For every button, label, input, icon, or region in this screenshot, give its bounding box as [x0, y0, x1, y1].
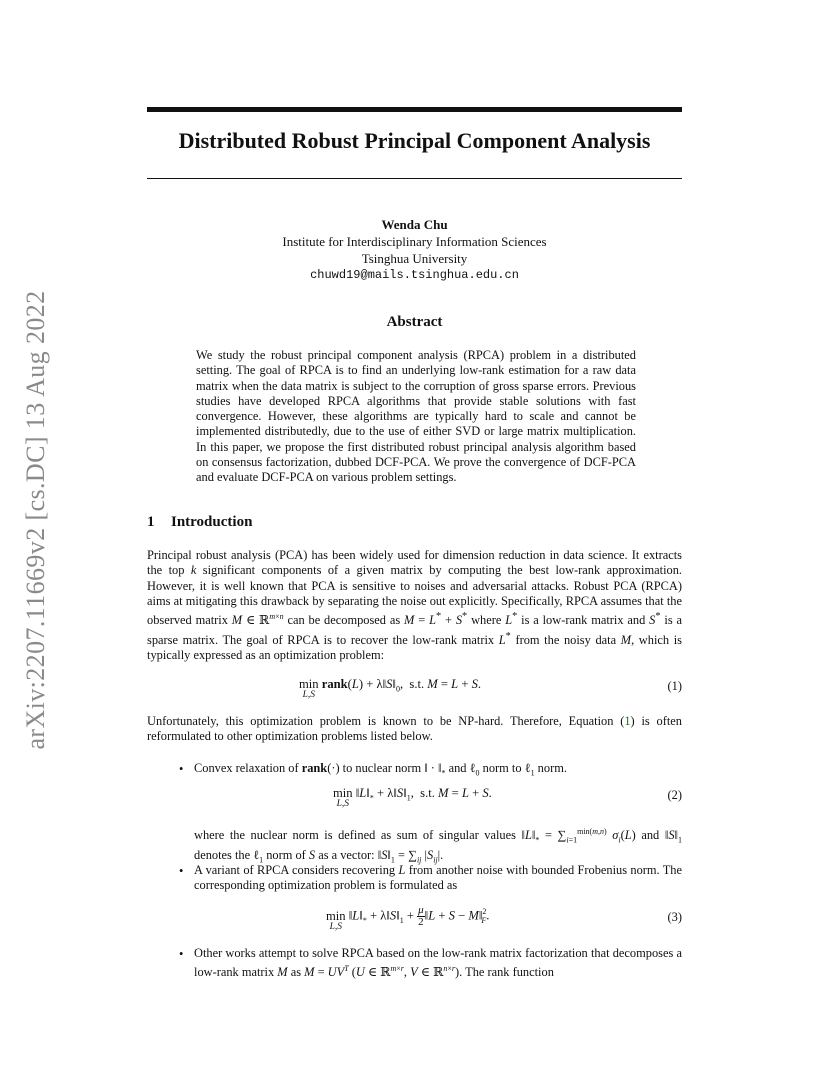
nuclear-norm-definition: where the nuclear norm is defined as sum of singular values $‖L‖_* = \sum_{i=1}^{min(m,n)}$ $\sigma_i(L)$ and $‖S‖_1$ denotes the ℓ$_1$ norm of S as a vector: $‖S‖_1 = \sum_{ij}$ $|S_{ij}|$.	[194, 827, 682, 865]
equation-2: min L,S $‖L‖_*$ + $\lambda‖S‖_1$, s.t. M = L + S.	[333, 786, 492, 809]
equation-3-number: (3)	[667, 910, 682, 924]
equation-3: min L,S $‖L‖_*$ + $\lambda‖S‖_1$ + $\frac{\mu}{2}$ ‖L + S − M‖$^2_F$.	[326, 904, 490, 932]
bullet-item-matrix-factorization: Other works attempt to solve RPCA based on the low-rank matrix factorization that decomposes a low-rank matrix M as $M = UV^T$ (U ∈ ℝ$^{m\times r}$, V ∈ ℝ$^{n\times r}$). The rank function	[194, 946, 682, 980]
section-title: Introduction	[171, 514, 253, 530]
equation-reference-link[interactable]: 1	[624, 714, 631, 728]
title-bottom-rule	[147, 178, 682, 179]
author-block	[147, 216, 682, 284]
author-affiliation: Institute for Interdisciplinary Information Sciences	[282, 234, 547, 249]
paper-title: Distributed Robust Principal Component Analysis	[178, 128, 651, 153]
equation-1-number: (1)	[667, 679, 682, 693]
author-email[interactable]: chuwd19@mails.tsinghua.edu.cn	[310, 268, 519, 282]
title-top-rule	[147, 107, 682, 112]
bullet-item-convex-relaxation: Convex relaxation of rank(·) to nuclear norm ‖ · $‖_*$ and ℓ$_0$ norm to ℓ$_1$ norm.	[194, 761, 567, 778]
equation-2-number: (2)	[667, 788, 682, 802]
section-number: 1	[147, 514, 155, 530]
abstract-text: We study the robust principal component analysis (RPCA) problem in a distributed setting. The goal of RPCA is to find an underlying low-rank estimation for a raw data matrix when the data matrix is subject to the corruption of gross sparse errors. Previous studies have developed RPCA algorithms that provide stable solutions with fast convergence. However, these algorithms are typically hard to scale and cannot be implemented distributedly, due to the use of either SVD or large matrix multiplication. In this paper, we propose the first distributed robust principal analysis algorithm based on consensus factorization, dubbed DCF-PCA. We prove the convergence of DCF-PCA and evaluate DCF-PCA on various problem settings.	[196, 348, 636, 485]
author-university: Tsinghua University	[361, 251, 468, 266]
intro-paragraph-1: Principal robust analysis (PCA) has been widely used for dimension reduction in data science. It extracts the top k significant components of a given matrix by computing the best low-rank approximation. However, it is well known that PCA is sensitive to noises and adversarial attacks. Robust PCA (RPCA) aims at mitigating this drawback by separating the noise out explicitly. Specifically, RPCA assumes that the observed matrix M ∈ ℝ$^{m\times n}$ can be decomposed as M = L* + S* where L* is a low-rank matrix and S* is a sparse matrix. The goal of RPCA is to recover the low-rank matrix L* from the noisy data M, which is typically expressed as an optimization problem:	[147, 548, 682, 663]
bullet-marker-1: •	[179, 762, 184, 776]
intro-paragraph-2: Unfortunately, this optimization problem is known to be NP-hard. Therefore, Equation (1) is often reformulated to other optimization problems listed below.	[147, 714, 682, 744]
arxiv-identifier: arXiv:2207.11669v2 [cs.DC] 13 Aug 2022	[21, 290, 50, 750]
bullet-marker-3: •	[179, 947, 184, 961]
section-heading-introduction	[147, 514, 252, 531]
abstract-heading: Abstract	[386, 314, 443, 330]
author-name: Wenda Chu	[381, 217, 448, 232]
equation-1: min L,S rank(L) + $\lambda‖S‖_0$, s.t. M = L + S.	[299, 677, 482, 700]
bullet-marker-2: •	[179, 864, 184, 878]
bullet-item-frobenius-variant: A variant of RPCA considers recovering L from another noise with bounded Frobenius norm. The corresponding optimization problem is formulated as	[194, 863, 683, 893]
